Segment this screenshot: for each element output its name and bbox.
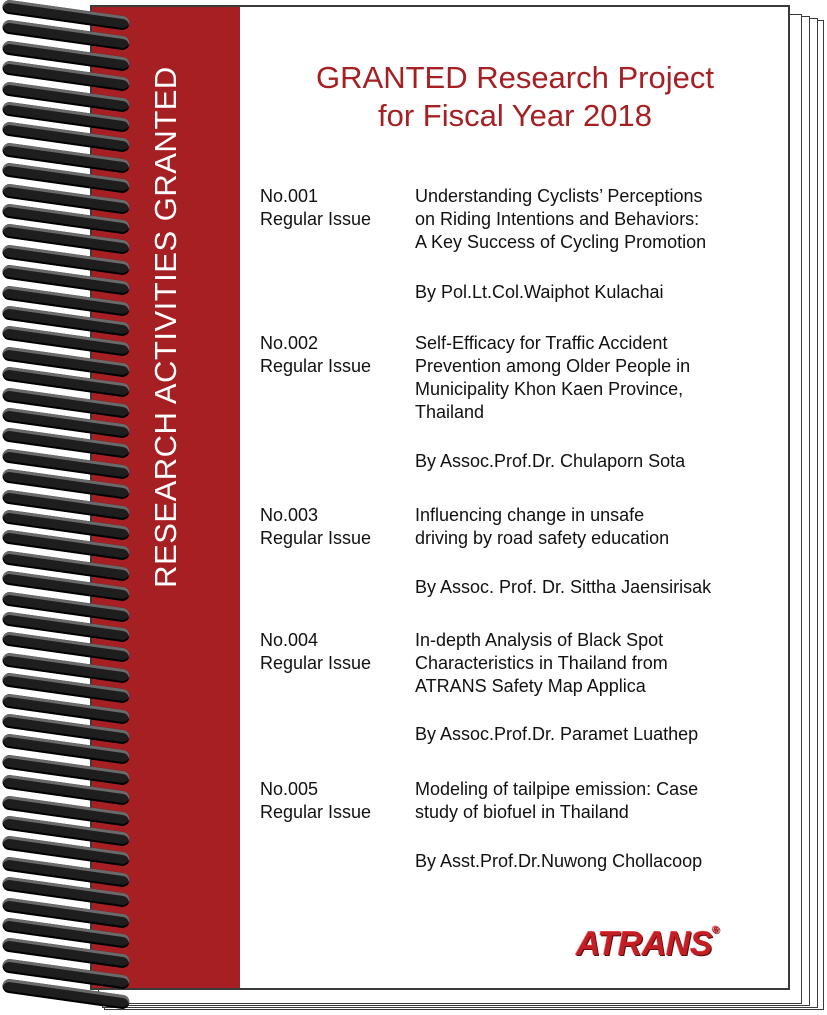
- page-title: [240, 59, 790, 135]
- entry-title-line: Influencing change in unsafe: [415, 505, 645, 525]
- entry-number: No.001: [260, 186, 319, 206]
- entry-title-line: on Riding Intentions and Behaviors:: [415, 209, 700, 229]
- entry-title-line: Understanding Cyclists’ Perceptions: [415, 186, 703, 206]
- notebook-page: [90, 5, 790, 990]
- entry-issue: Regular Issue: [260, 653, 372, 673]
- entry-title-line: In-depth Analysis of Black Spot: [415, 630, 664, 650]
- entry-title-line: driving by road safety education: [415, 528, 670, 548]
- logo-text: ATRANS: [576, 925, 713, 963]
- title-line-1: GRANTED Research Project: [316, 60, 714, 95]
- entry-title: [415, 185, 770, 254]
- entry-title: [415, 504, 770, 550]
- entry-title: [415, 629, 770, 698]
- entry-title-line: ATRANS Safety Map Applica: [415, 676, 646, 696]
- entry-number: No.002: [260, 333, 319, 353]
- side-title: RESEARCH ACTIVITIES GRANTED: [148, 66, 183, 588]
- entry-title-line: study of biofuel in Thailand: [415, 802, 629, 822]
- entry-title-line: Municipality Khon Kaen Province,: [415, 379, 684, 399]
- entry-author: By Assoc.Prof.Dr. Paramet Luathep: [415, 724, 699, 744]
- entry-author: By Assoc.Prof.Dr. Chulaporn Sota: [415, 451, 686, 471]
- entry-title-line: Characteristics in Thailand from: [415, 653, 668, 673]
- entry-title: [415, 332, 770, 424]
- entry-title-line: A Key Success of Cycling Promotion: [415, 232, 707, 252]
- entry-number: No.003: [260, 505, 319, 525]
- title-line-2: for Fiscal Year 2018: [377, 98, 652, 133]
- entry-title-line: Prevention among Older People in: [415, 356, 691, 376]
- entry-title-line: Thailand: [415, 402, 485, 422]
- entry-author: By Pol.Lt.Col.Waiphot Kulachai: [415, 282, 664, 302]
- entry-issue: Regular Issue: [260, 802, 372, 822]
- entry-title-line: Self-Efficacy for Traffic Accident: [415, 333, 668, 353]
- entry-number: No.005: [260, 779, 319, 799]
- entry-issue: Regular Issue: [260, 356, 372, 376]
- registered-mark: ®: [712, 925, 720, 936]
- atrans-logo: [576, 925, 719, 964]
- entry-author: By Asst.Prof.Dr.Nuwong Chollacoop: [415, 851, 703, 871]
- entry-author: By Assoc. Prof. Dr. Sittha Jaensirisak: [415, 577, 712, 597]
- entry-issue: Regular Issue: [260, 209, 372, 229]
- entry-number: No.004: [260, 630, 319, 650]
- entry-title-line: Modeling of tailpipe emission: Case: [415, 779, 699, 799]
- entry-title: [415, 778, 770, 824]
- entry-issue: Regular Issue: [260, 528, 372, 548]
